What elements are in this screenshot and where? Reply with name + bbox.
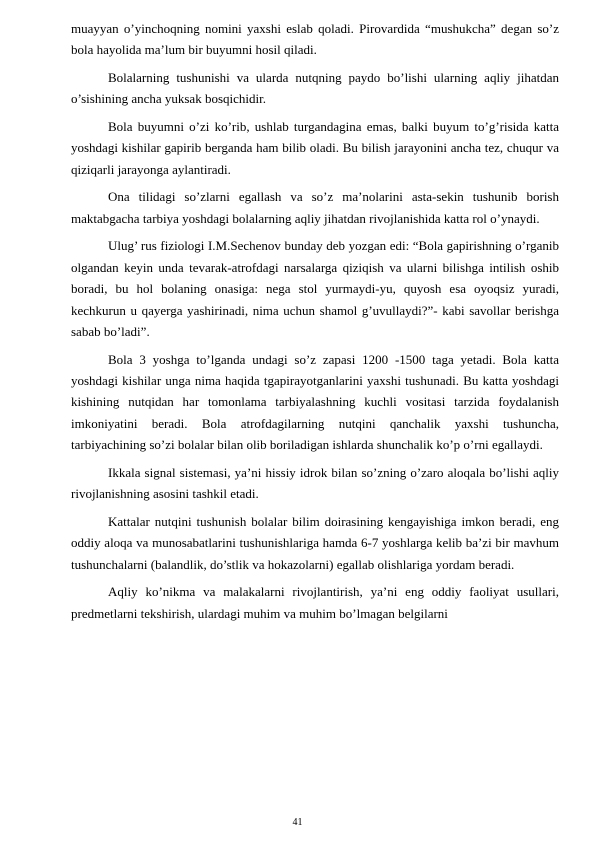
paragraph: Ona tilidagi so’zlarni egallash va so’z ma’nolarini asta-sekin tushunib borish maktabgacha tarbiya yoshdagi bolalarning aqliy jihatdan rivojlanishida katta rol o’ynaydi. [71, 189, 559, 226]
paragraph-continues-next-page: Aqliy ko’nikma va malakalarni rivojlantirish, ya’ni eng oddiy faoliyat usullari, predmetlarni tekshirish, ulardagi muhim va muhim bo’lmagan belgilarni [71, 584, 559, 621]
document-page [71, 18, 559, 624]
paragraph: Bola 3 yoshga to’lganda undagi so’z zapasi 1200 -1500 taga yetadi. Bola katta yoshdagi kishilar unga nima haqida tgapirayotganlarini yaxshi tushunadi. Bu katta yoshdagi kishining nutqidan har tomonlama tarbiyalashning kuchli vositasi tarzida foydalanish imkoniyatini beradi. Bola atrofdagilarning nutqini qanchalik yaxshi tushuncha, tarbiyachining so’zi bolalar bilan olib boriladigan ishlarda shunchalik ko’p o’rni egallaydi. [71, 351, 559, 453]
paragraph: Bolalarning tushunishi va ularda nutqning paydo bo’lishi ularning aqliy jihatdan o’sishining ancha yuksak bosqichidir. [71, 70, 559, 107]
paragraph: Bola buyumni o’zi ko’rib, ushlab turgandagina emas, balki buyum to’g’risida katta yoshdagi kishilar gapirib berganda ham bilib oladi. Bu bilish jarayonini ancha tez, chuqur va qiziqarli jarayonga aylantiradi. [71, 119, 559, 177]
paragraph-quote-sechenov: Ulug’ rus fiziologi I.M.Sechenov bunday deb yozgan edi: “Bola gapirishning o’rganib olgandan keyin unda tevarak-atrofdagi narsalarga qiziqish va ularni bilishga intilish oshib boradi, bu hol bolaning onasiga: nega stol yurmaydi-yu, quyosh esa oyoqsiz yuradi, kechkurun u qayerga yashirinadi, nima uchun shamol g’uvullaydi?”- kabi savollar berishga sabab bo’ladi”. [71, 238, 559, 340]
paragraph: Kattalar nutqini tushunish bolalar bilim doirasining kengayishiga imkon beradi, eng oddiy aloqa va munosabatlarini tushunishlariga hamda 6-7 yoshlarga kelib ba’zi bir mavhum tushunchalarni (balandlik, do’stlik va hokazolarni) egallab olishlariga yordam beradi. [71, 513, 559, 572]
page-number: 41 [292, 817, 303, 828]
paragraph-continuation: muayyan o’yinchoqning nomini yaxshi eslab qoladi. Pirovardida “mushukcha” degan so’z bola hayolida ma’lum bir buyumni hosil qiladi. [71, 21, 559, 58]
paragraph: Ikkala signal sistemasi, ya’ni hissiy idrok bilan so’zning o’zaro aloqala bo’lishi aqliy rivojlanishning asosini tashkil etadi. [71, 464, 559, 502]
